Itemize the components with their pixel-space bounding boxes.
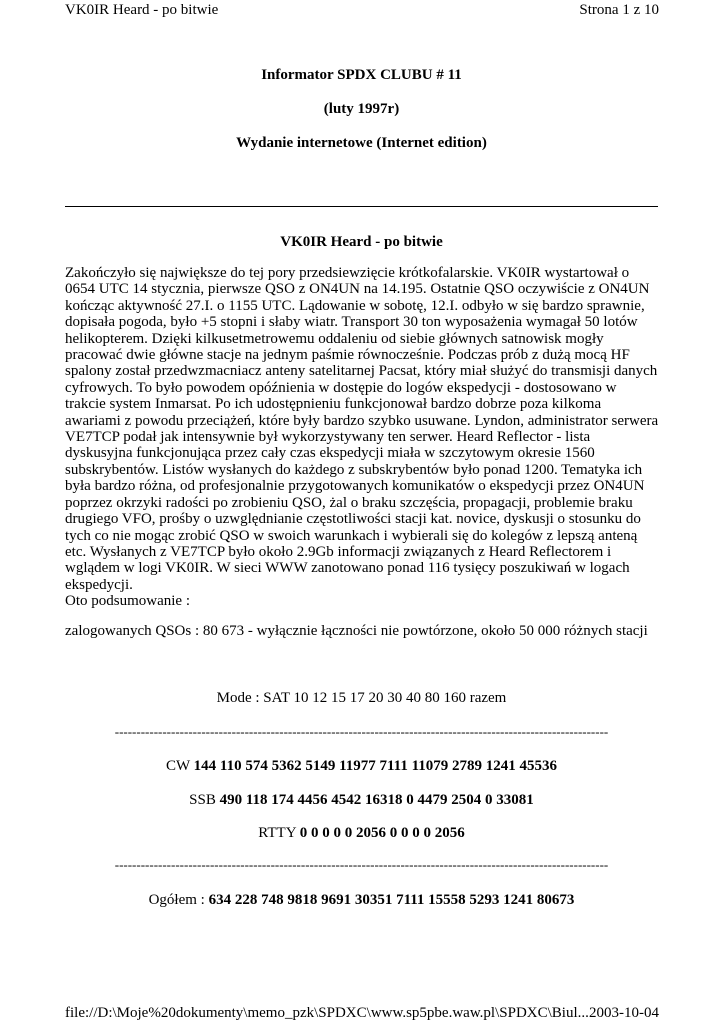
summary-intro: Oto podsumowanie : [65,593,190,609]
horizontal-rule [65,206,658,207]
total-values: 634 228 748 9818 9691 30351 7111 15558 5293 1241 80673 [208,892,575,908]
stats-row-ssb [65,791,658,809]
footer-date: 2003-10-04 [589,1005,659,1021]
stats-row-cw [65,757,658,775]
separator-bottom: ------------------------------------------------------------------------------------------------------------------ [114,857,609,872]
total-label: Ogółem : [148,892,205,908]
mode-header: Mode : SAT 10 12 15 17 20 30 40 80 160 razem [216,690,507,706]
row-label: CW [165,758,190,774]
article-heading: VK0IR Heard - po bitwie [280,234,443,250]
page-number: Strona 1 z 10 [579,2,659,18]
bulletin-date: (luty 1997r) [323,101,400,117]
footer-file-path: file://D:\Moje%20dokumenty\memo_pzk\SPDXC\www.sp5pbe.waw.pl\SPDXC\Biul... [65,1005,589,1021]
bulletin-title: Informator SPDX CLUBU # 11 [261,67,462,83]
bulletin-edition: Wydanie internetowe (Internet edition) [236,135,487,151]
row-label: SSB [189,792,216,808]
row-values: 490 118 174 4456 4542 16318 0 4479 2504 0 33081 [219,792,534,808]
article-paragraph: Zakończyło się największe do tej pory przedsiewzięcie krótkofalarskie. VK0IR wystartował o 0654 UTC 14 stycznia, pierwsze QSO z ON4UN na 14.195. Ostatnie QSO oczywiście z ON4UN kończąc aktywność 27.I. o 1155 UTC. Lądowanie w sobotę, 12.I. odbyło w się bardzo sprawnie, dopisała pogoda, było +5 stopni i słaby wiatr. Transport 30 ton wyposażenia wymagał 50 lotów helikopterem. Dzięki kilkusetmetrowemu oddaleniu od siebie głównych satnowisk mogły pracować dwie główne stacje na jednym paśmie równocześnie. Podczas prób z dużą mocą HF spalony został przedwzmacniacz anteny satelitarnej Pacsat, który miał służyć do transmisji danych cyfrowych. To było powodem opóźnienia w dostępie do logów ekspedycji - dostosowano w trakcie system Inmarsat. Po ich udostępnieniu funkcjonował bardzo dobrze poza kilkoma awariami z powodu przeciążeń, które były bardzo szybko usuwane. Lyndon, administrator serwera VE7TCP podał jak intensywnie był wykorzystywany ten serwer. Heard Reflector - lista dyskusyjna funkcjonująca przez cały czas ekspedycji miała w szczytowym okresie 1560 subskrybentów. Listów wysłanych do każdego z subskrybentów było ponad 1200. Tematyka ich była bardzo różna, od profesjonalnie przygotowanych komunikatów o ekspedycji przez ON4UN poprzez okrzyki radości po zrobieniu QSO, żal o braku szczęścia, propagacji, problemie braku drugiego VFO, prośby o uzwględnianie częstotliwości stacji kat. novice, dyskusji o stosunku do tych co nie mogąc zrobić QSO w swoich warunkach i wybierali się do kolegów z lepszą anteną etc. Wysłanych z VE7TCP było około 2.9Gb informacji związanych z Heard Reflectorem i wglądem w logi VK0IR. W sieci WWW zanotowano ponad 116 tysięcy poszukiwań w logach ekspedycji. [65,265,659,593]
row-values: 144 110 574 5362 5149 11977 7111 11079 2789 1241 45536 [193,758,558,774]
row-label: RTTY [258,825,296,841]
stats-total [65,891,658,909]
row-values: 0 0 0 0 0 2056 0 0 0 0 2056 [299,825,465,841]
qsos-line: zalogowanych QSOs : 80 673 - wyłącznie łączności nie powtórzone, około 50 000 różnych stacji [65,623,648,639]
separator-top: ------------------------------------------------------------------------------------------------------------------ [114,724,609,739]
stats-row-rtty [65,824,658,842]
page-header-title: VK0IR Heard - po bitwie [65,2,219,18]
